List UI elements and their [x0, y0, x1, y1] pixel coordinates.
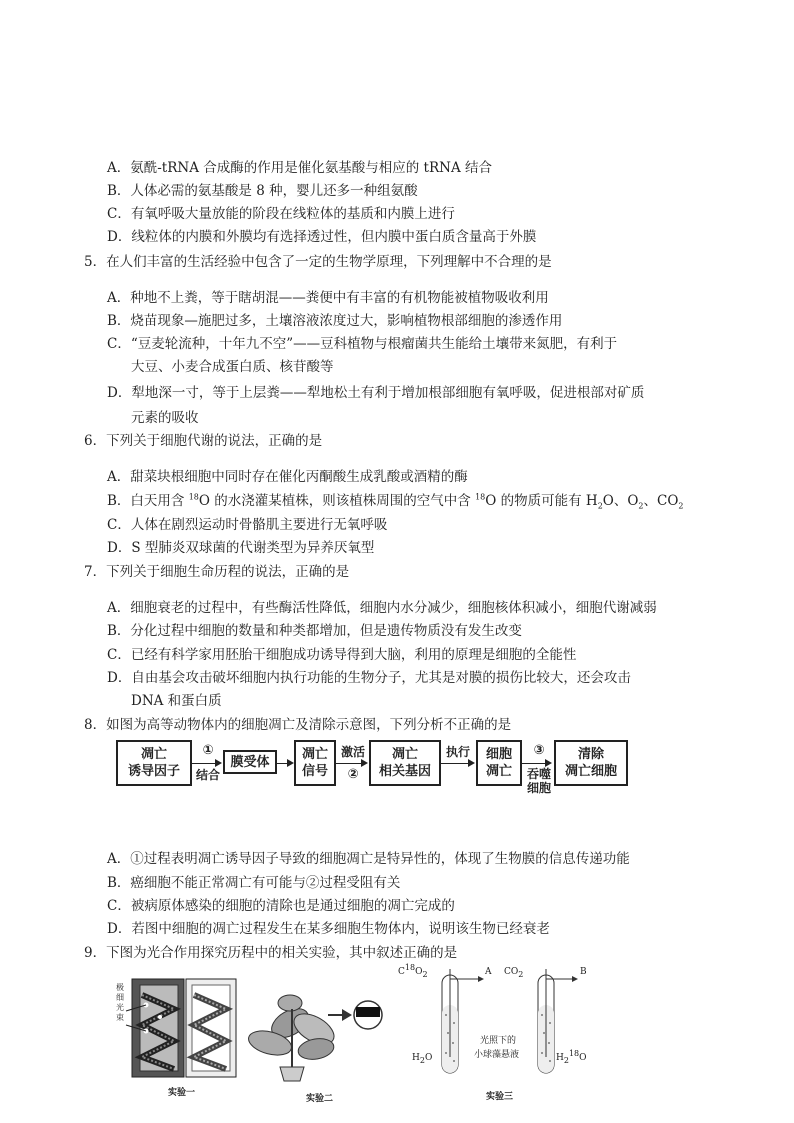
exp3-co2-label: $CO_2$	[504, 967, 524, 979]
exp1-caption: 实验一	[168, 1088, 196, 1098]
q6-stem: 6．下列关于细胞代谢的说法，正确的是	[84, 433, 323, 449]
exp3-label-b: B	[580, 967, 587, 977]
q8-stem: 8．如图为高等动物体内的细胞凋亡及清除示意图，下列分析不正确的是	[84, 717, 512, 733]
q5-option-d-cont: 元素的吸收	[131, 410, 199, 426]
q6-option-c: C．人体在剧烈运动时骨骼肌主要进行无氧呼吸	[107, 517, 388, 533]
q4-option-d: D．线粒体的内膜和外膜均有选择透过性，但内膜中蛋白质含量高于外膜	[107, 229, 537, 245]
exp2-caption: 实验二	[306, 1094, 334, 1104]
q5-option-c-cont: 大豆、小麦合成蛋白质、核苷酸等	[131, 359, 334, 375]
exp1-illustration	[116, 975, 240, 1080]
flow-arrow2	[277, 763, 292, 764]
flow-arrow3-label-bot: ②	[347, 767, 359, 782]
apoptosis-flowchart	[116, 738, 628, 795]
exp3-c18o2-label: $C^{18}O_2$	[398, 963, 428, 979]
flow-arrow1-label-bot: 结合	[195, 768, 220, 782]
exp1-side-label: 极细光束	[116, 983, 124, 1022]
exp3-label-a: A	[485, 967, 492, 977]
flow-arrow5-label-bot1: 吞噬	[526, 767, 551, 781]
q7-option-c: C．已经有科学家用胚胎干细胞成功诱导得到大脑，利用的原理是细胞的全能性	[107, 647, 577, 663]
q7-option-d: D．自由基会攻击破坏细胞内执行功能的生物分子，尤其是对膜的损伤比较大，还会攻击	[107, 670, 631, 686]
exp3-h2o-left: $H_2O$	[412, 1053, 433, 1065]
exp3-mid-label-2: 小球藻悬液	[474, 1050, 520, 1060]
q4-option-a: A．氨酰-tRNA 合成酶的作用是催化氨基酸与相应的 tRNA 结合	[107, 160, 492, 176]
flow-arrow3-label-top: 激活	[340, 745, 365, 759]
flow-box-genes: 凋亡 相关基因	[369, 740, 441, 786]
q5-option-c: C．“豆麦轮流种，十年九不空”——豆科植物与根瘤菌共生能给土壤带来氮肥，有利于	[107, 336, 618, 352]
flow-arrow5-label-bot2: 细胞	[526, 781, 551, 795]
exp3-h2o-right: $H_2^{18}O$	[556, 1049, 587, 1065]
q7-option-a: A．细胞衰老的过程中，有些酶活性降低，细胞内水分减少，细胞核体积减小，细胞代谢减弱	[107, 600, 657, 616]
exp3-caption: 实验三	[486, 1092, 514, 1102]
flow-arrow3	[336, 763, 366, 764]
q8-option-d: D．若图中细胞的凋亡过程发生在某多细胞生物体内，说明该生物已经衰老	[107, 921, 550, 937]
q6-option-b: B．白天用含 $^{18}$O 的水浇灌某植株，则该植株周围的空气中含 $^{18}$O 的物质可能有 $H_2O$、$O_2$、$CO_2$	[107, 492, 684, 511]
q7-stem: 7．下列关于细胞生命历程的说法，正确的是	[84, 564, 350, 580]
experiment-1-figure	[116, 975, 240, 1098]
q9-stem: 9．下图为光合作用探究历程中的相关实验，其中叙述正确的是	[84, 945, 458, 961]
q4-option-b: B．人体必需的氨基酸是 8 种，婴儿还多一种组氨酸	[107, 183, 418, 199]
flow-box-cell-apoptosis: 细胞 凋亡	[476, 740, 522, 786]
flow-box-signal: 凋亡 信号	[294, 740, 336, 786]
flow-box-receptor: 膜受体	[223, 750, 277, 774]
flow-arrow1-label-top: ①	[202, 743, 214, 758]
q5-option-a: A．种地不上粪，等于瞎胡混——粪便中有丰富的有机物能被植物吸收利用	[107, 290, 549, 306]
flow-arrow4-label-top: 执行	[445, 745, 470, 759]
q7-option-d-cont: DNA 和蛋白质	[131, 693, 222, 709]
q5-option-b: B．烧苗现象—施肥过多，土壤溶液浓度过大，影响植物根部细胞的渗透作用	[107, 313, 563, 329]
q8-option-b: B．癌细胞不能正常凋亡有可能与②过程受阻有关	[107, 875, 401, 891]
flow-arrow5	[522, 763, 550, 764]
flow-box-clear: 清除 凋亡细胞	[554, 740, 628, 786]
q6-option-d: D．S 型肺炎双球菌的代谢类型为异养厌氧型	[107, 540, 375, 556]
exp3-tubes-illustration	[396, 965, 602, 1085]
experiment-3-figure	[396, 965, 602, 1105]
q8-option-a: A．①过程表明凋亡诱导因子导致的细胞凋亡是特异性的，体现了生物膜的信息传递功能	[107, 851, 630, 867]
q5-option-d: D．犁地深一寸，等于上层粪——犁地松土有利于增加根部细胞有氧呼吸，促进根部对矿质	[107, 385, 645, 401]
flow-box-inducer: 凋亡 诱导因子	[116, 740, 192, 786]
q8-option-c: C．被病原体感染的细胞的清除也是通过细胞的凋亡完成的	[107, 898, 455, 914]
exp3-mid-label-1: 光照下的	[480, 1036, 517, 1046]
q4-option-c: C．有氧呼吸大量放能的阶段在线粒体的基质和内膜上进行	[107, 206, 455, 222]
flow-arrow1	[192, 763, 220, 764]
q7-option-b: B．分化过程中细胞的数量和种类都增加，但是遗传物质没有发生改变	[107, 623, 522, 639]
exp2-plant-illustration	[244, 985, 384, 1085]
experiment-2-figure	[244, 985, 384, 1104]
flow-arrow5-label-top: ③	[533, 743, 545, 758]
flow-arrow4	[441, 763, 473, 764]
q6-option-a: A．甜菜块根细胞中同时存在催化丙酮酸生成乳酸或酒精的酶	[107, 469, 468, 485]
q5-stem: 5．在人们丰富的生活经验中包含了一定的生物学原理，下列理解中不合理的是	[84, 254, 552, 270]
